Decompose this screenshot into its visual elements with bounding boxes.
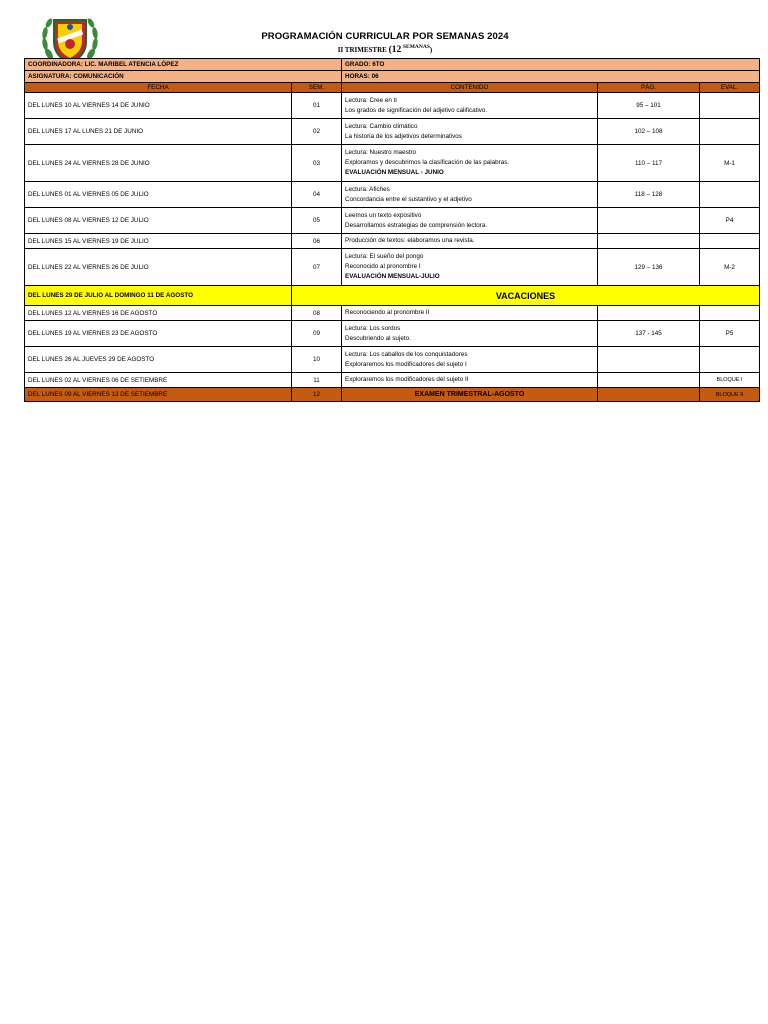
sem-cell: 08 bbox=[292, 306, 342, 321]
asignatura-cell: ASIGNATURA: COMUNICACIÓN bbox=[25, 71, 342, 83]
sem-cell: 01 bbox=[292, 93, 342, 119]
contenido-cell bbox=[342, 119, 598, 145]
fecha-cell: DEL LUNES 08 AL VIERNES 12 DE JULIO bbox=[25, 208, 292, 234]
col-header-sem: SEM. bbox=[292, 83, 342, 93]
fecha-cell: DEL LUNES 01 AL VIERNES 05 DE JULIO bbox=[25, 182, 292, 208]
content-evaluation-line: EVALUACIÓN MENSUAL-JULIO bbox=[345, 273, 440, 280]
eval-cell bbox=[700, 119, 760, 145]
grado-cell: GRADO: 6TO bbox=[342, 59, 760, 71]
content-line: Concordancia entre el sustantivo y el adjetivo bbox=[345, 195, 472, 203]
table-row bbox=[25, 119, 760, 145]
contenido-cell bbox=[342, 145, 598, 182]
table-row bbox=[25, 182, 760, 208]
sem-cell: 09 bbox=[292, 321, 342, 347]
pag-cell bbox=[598, 347, 700, 373]
fecha-cell: DEL LUNES 24 AL VIERNES 28 DE JUNIO bbox=[25, 145, 292, 182]
table-row bbox=[25, 234, 760, 249]
pag-cell: 95 – 101 bbox=[598, 93, 700, 119]
content-line: Lectura: Cree en ti bbox=[345, 96, 397, 104]
sem-cell: 03 bbox=[292, 145, 342, 182]
fecha-cell: DEL LUNES 02 AL VIERNES 06 DE SETIEMBRE bbox=[25, 373, 292, 388]
table-row bbox=[25, 145, 760, 182]
eval-cell bbox=[700, 182, 760, 208]
fecha-cell: DEL LUNES 15 AL VIERNES 19 DE JULIO bbox=[25, 234, 292, 249]
contenido-cell bbox=[342, 234, 598, 249]
content-line: Reconocido al pronombre I bbox=[345, 263, 421, 270]
pag-cell: 129 – 136 bbox=[598, 249, 700, 286]
table-row bbox=[25, 306, 760, 321]
col-header-eval: EVAL. bbox=[700, 83, 760, 93]
exam-contenido-cell: EXAMEN TRIMESTRAL-AGOSTO bbox=[342, 388, 598, 402]
table-row bbox=[25, 249, 760, 286]
table-row bbox=[25, 321, 760, 347]
semanas-count: 12 bbox=[391, 45, 402, 55]
paren-open: ( bbox=[388, 45, 392, 55]
eval-cell bbox=[700, 347, 760, 373]
vacaciones-row bbox=[25, 286, 760, 306]
info-row-coordinadora bbox=[25, 59, 760, 71]
fecha-cell: DEL LUNES 10 AL VIERNES 14 DE JUNIO bbox=[25, 93, 292, 119]
eval-cell: P4 bbox=[700, 208, 760, 234]
sem-cell: 04 bbox=[292, 182, 342, 208]
col-header-contenido: CONTENIDO bbox=[342, 83, 598, 93]
fecha-cell: DEL LUNES 12 AL VIERNES 16 DE AGOSTO bbox=[25, 306, 292, 321]
semanas-word: SEMANAS bbox=[403, 44, 430, 50]
contenido-cell bbox=[342, 249, 598, 286]
pag-cell: 110 – 117 bbox=[598, 145, 700, 182]
content-line: Lectura: Cambio climático bbox=[345, 122, 418, 130]
content-line: Exploramos y descubrimos la clasificación de las palabras. bbox=[345, 159, 510, 166]
sem-cell: 11 bbox=[292, 373, 342, 388]
eval-cell: P5 bbox=[700, 321, 760, 347]
content-evaluation-line: EVALUACIÓN MENSUAL - JUNIO bbox=[345, 169, 444, 176]
content-line: Exploraremos los modificadores del sujeto II bbox=[345, 376, 469, 383]
pag-cell bbox=[598, 234, 700, 249]
content-line: Exploraremos los modificadores del sujeto I bbox=[345, 360, 467, 368]
table-row bbox=[25, 93, 760, 119]
table-row bbox=[25, 208, 760, 234]
sem-cell: 10 bbox=[292, 347, 342, 373]
eval-cell bbox=[700, 234, 760, 249]
page-subtitle bbox=[200, 44, 570, 55]
content-line: Los grados de significación del adjetivo calificativo. bbox=[345, 106, 488, 114]
exam-sem-cell: 12 bbox=[292, 388, 342, 402]
col-header-fecha: FECHA bbox=[25, 83, 292, 93]
content-line: Desarrollamos estrategias de comprensión lectora. bbox=[345, 221, 488, 229]
fecha-cell: DEL LUNES 19 AL VIERNES 23 DE AGOSTO bbox=[25, 321, 292, 347]
content-line: Lectura: Afiches bbox=[345, 185, 390, 193]
pag-cell bbox=[598, 373, 700, 388]
fecha-cell: DEL LUNES 17 AL LUNES 21 DE JUNIO bbox=[25, 119, 292, 145]
content-line: Lectura: El sueño del pongo bbox=[345, 253, 424, 260]
content-line: Descubriendo al sujeto. bbox=[345, 334, 411, 342]
contenido-cell bbox=[342, 182, 598, 208]
contenido-cell bbox=[342, 306, 598, 321]
contenido-cell bbox=[342, 93, 598, 119]
fecha-cell: DEL LUNES 22 AL VIERNES 26 DE JULIO bbox=[25, 249, 292, 286]
sem-cell: 06 bbox=[292, 234, 342, 249]
exam-row bbox=[25, 388, 760, 402]
page-title: PROGRAMACIÓN CURRICULAR POR SEMANAS 2024 bbox=[261, 31, 509, 42]
content-line: Lectura: Los caballos de los conquistadores bbox=[345, 350, 468, 358]
pag-cell: 102 – 108 bbox=[598, 119, 700, 145]
eval-cell: M-1 bbox=[700, 145, 760, 182]
content-line: Lectura: Nuestro maestro bbox=[345, 149, 417, 156]
coordinadora-cell: COORDINADORA: LIC. MARIBEL ATENCIA LÓPEZ bbox=[25, 59, 342, 71]
eval-cell: M-2 bbox=[700, 249, 760, 286]
content-line: Producción de textos: elaboramos una revista. bbox=[345, 237, 475, 244]
exam-eval-cell: BLOQUE II bbox=[700, 388, 760, 402]
paren-close: ) bbox=[429, 46, 433, 54]
curriculum-table bbox=[24, 58, 760, 402]
pag-cell: 118 – 128 bbox=[598, 182, 700, 208]
sem-cell: 07 bbox=[292, 249, 342, 286]
sem-cell: 02 bbox=[292, 119, 342, 145]
exam-pag-cell bbox=[598, 388, 700, 402]
pag-cell: 137 - 145 bbox=[598, 321, 700, 347]
horas-cell: HORAS: 06 bbox=[342, 71, 760, 83]
contenido-cell bbox=[342, 373, 598, 388]
vacaciones-fecha-cell: DEL LUNES 29 DE JULIO AL DOMINGO 11 DE AGOSTO bbox=[25, 286, 292, 306]
content-line: La historia de los adjetivos determinativos bbox=[345, 132, 462, 140]
content-line: Reconociendo al pronombre II bbox=[345, 309, 430, 316]
trimestre-label: II TRIMESTRE bbox=[337, 46, 387, 54]
eval-cell bbox=[700, 93, 760, 119]
col-header-pag: PÁG. bbox=[598, 83, 700, 93]
table-row bbox=[25, 373, 760, 388]
contenido-cell bbox=[342, 208, 598, 234]
eval-cell bbox=[700, 306, 760, 321]
pag-cell bbox=[598, 208, 700, 234]
content-line: Leemos un texto expositivo bbox=[345, 211, 422, 219]
contenido-cell bbox=[342, 321, 598, 347]
exam-fecha-cell: DEL LUNES 09 AL VIERNES 13 DE SETIEMBRE bbox=[25, 388, 292, 402]
info-row-asignatura bbox=[25, 71, 760, 83]
contenido-cell bbox=[342, 347, 598, 373]
fecha-cell: DEL LUNES 26 AL JUEVES 29 DE AGOSTO bbox=[25, 347, 292, 373]
table-header-row bbox=[25, 83, 760, 93]
eval-cell: BLOQUE I bbox=[700, 373, 760, 388]
content-line: Lectura: Los sordos bbox=[345, 324, 401, 332]
table-row bbox=[25, 347, 760, 373]
vacaciones-label: VACACIONES bbox=[292, 286, 760, 306]
sem-cell: 05 bbox=[292, 208, 342, 234]
pag-cell bbox=[598, 306, 700, 321]
